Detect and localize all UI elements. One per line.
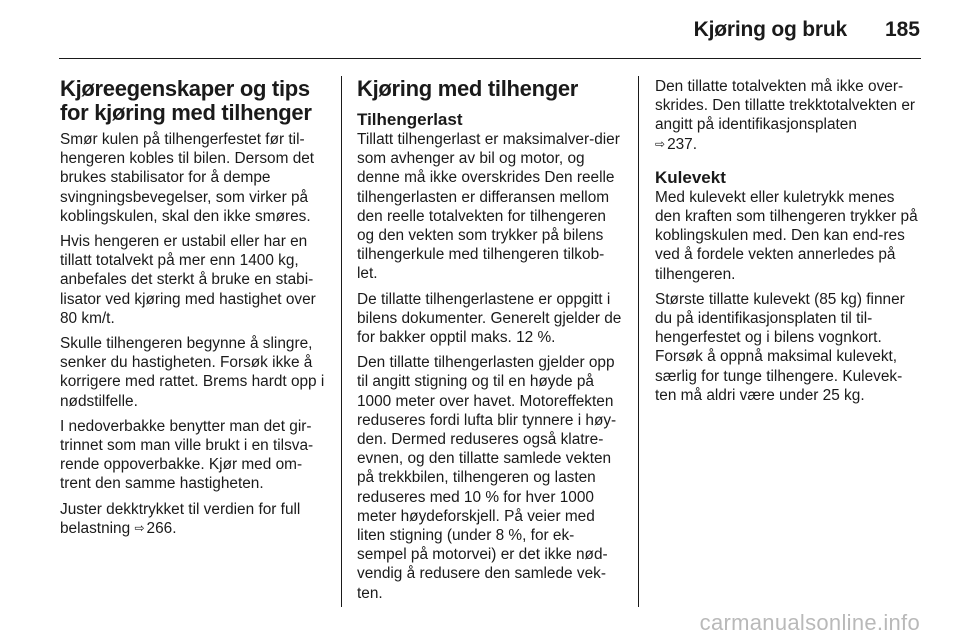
column-1 bbox=[60, 77, 326, 544]
paragraph-with-reference bbox=[655, 77, 921, 154]
section-title: Kjøring og bruk bbox=[693, 18, 847, 41]
page-reference[interactable]: 237. bbox=[667, 135, 698, 153]
paragraph: Med kulevekt eller kuletrykk menes den kraften som tilhengeren trykker på koblingskulen med. Den kan end-res ved å fordele vekten annerledes på tilhengeren. bbox=[655, 188, 918, 283]
page-reference-arrow-icon[interactable]: ⇨ bbox=[655, 136, 666, 151]
page-reference-arrow-icon[interactable]: ⇨ bbox=[134, 520, 145, 535]
paragraph: Smør kulen på tilhengerfestet før til-hengeren kobles til bilen. Dersom det brukes stabilisator for å dempe svingningsbevegelser, som virker på koblingskulen, skal den ikke smøres. bbox=[60, 131, 315, 225]
paragraph: Skulle tilhengeren begynne å slingre, senker du hastigheten. Forsøk ikke å korrigere med rattet. Brems hardt opp i nødstilfelle. bbox=[60, 335, 325, 410]
page-header bbox=[0, 0, 960, 60]
paragraph: Hvis hengeren er ustabil eller har en tillatt totalvekt på mer enn 1400 kg, anbefales det sterkt å bruke en stabi-lisator ved kjøring med hastighet over 80 km/t. bbox=[60, 233, 316, 327]
section-heading-trailer-driving: Kjøring med tilhenger bbox=[357, 76, 579, 101]
paragraph-with-reference bbox=[60, 500, 326, 538]
paragraph-text: Juster dekktrykket til verdien for full belastning bbox=[60, 500, 301, 537]
column-divider bbox=[341, 76, 342, 607]
page-number: 185 bbox=[884, 18, 920, 41]
paragraph: Tillatt tilhengerlast er maksimalver-dier som avhenger av bil og motor, og denne må ikke overskrides Den reelle tilhengerlasten er differansen mellom den reelle totalvekten for tilhengeren og den vekten som trykker på bilens tilhengerkule med tilhengeren tilkob-let. bbox=[357, 131, 620, 283]
column-3 bbox=[655, 77, 921, 411]
header-divider bbox=[59, 58, 921, 59]
paragraph: I nedoverbakke benytter man det gir-trinnet som man ville brukt i en tilsva-rende oppoverbakke. Kjør med om-trent den samme hastigheten. bbox=[60, 417, 314, 493]
paragraph: Største tillatte kulevekt (85 kg) finner du på identifikasjonsplaten til til-hengerfestet og i bilens vognkort. Forsøk å oppnå maksimal kulevekt, særlig for tunge tilhengere. Kulevek-ten må aldri være under 25 kg. bbox=[655, 290, 905, 404]
paragraph: De tillatte tilhengerlastene er oppgitt i bilens dokumenter. Generelt gjelder de for bakker opptil maks. 12 %. bbox=[357, 290, 622, 347]
watermark: carmanualsonline.info bbox=[699, 610, 920, 635]
section-heading-trailer-tips: Kjøreegenskaper og tips for kjøring med tilhenger bbox=[60, 76, 312, 125]
page-reference[interactable]: 266. bbox=[146, 519, 177, 537]
paragraph: Den tillatte tilhengerlasten gjelder opp til angitt stigning og til en høyde på 1000 meter over havet. Motoreffekten reduseres fordi lufta blir tynnere i høy-den. Dermed reduseres også klatre-evnen, og den tillatte samlede vekten på trekkbilen, tilhengeren og lasten reduseres med 10 % for hver 1000 meter høydeforskjell. På veier med liten stigning (under 8 %, for ek-sempel på motorvei) er det ikke nød-vendig å redusere den samlede vek-ten. bbox=[357, 354, 617, 602]
column-divider bbox=[638, 76, 639, 607]
subheading-ball-weight: Kulevekt bbox=[655, 167, 726, 187]
column-2 bbox=[357, 77, 622, 609]
subheading-trailer-load: Tilhengerlast bbox=[357, 110, 463, 129]
paragraph-text: Den tillatte totalvekten må ikke over-skrides. Den tillatte trekktotalvekten er angitt på identifikasjonsplaten bbox=[655, 78, 916, 134]
